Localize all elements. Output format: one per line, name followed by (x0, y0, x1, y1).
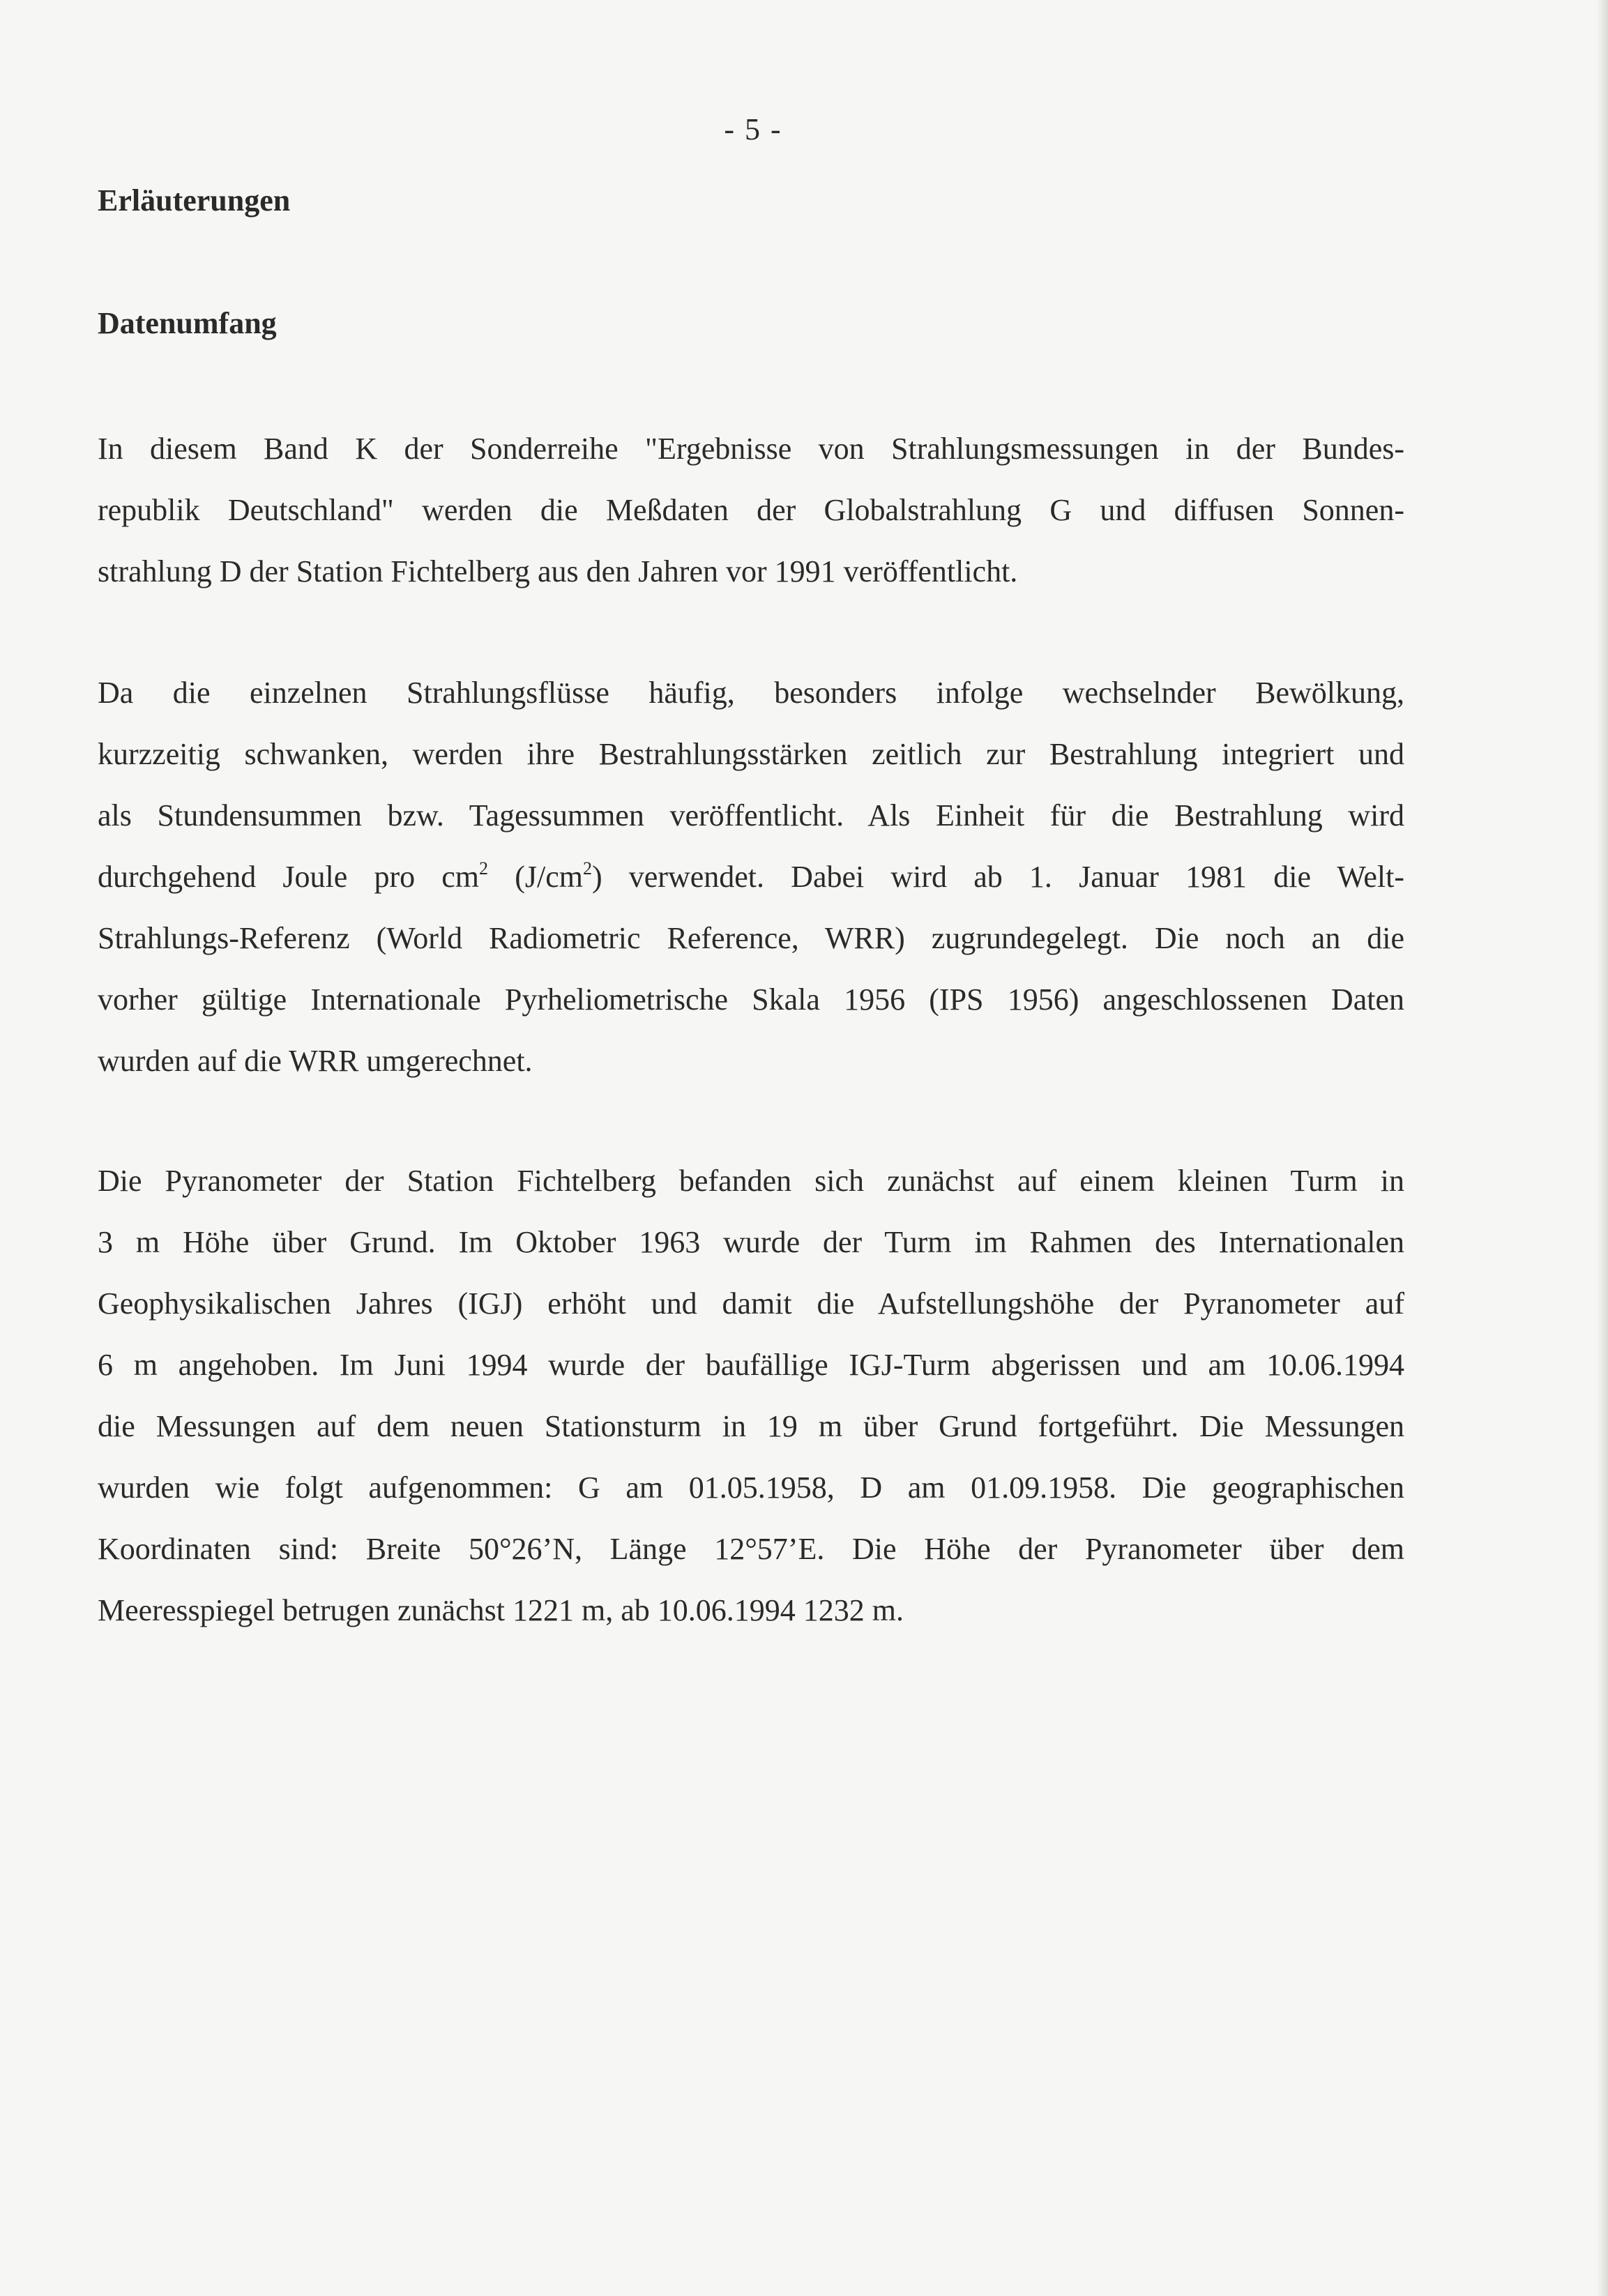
unit-line-middle: (J/cm (488, 860, 583, 894)
paragraph-2 (98, 662, 1404, 1092)
paragraph-line: Da die einzelnen Strahlungsflüsse häufig, besonders infolge wechselnder Bewölkung, (98, 676, 1404, 710)
paragraph-3 (98, 1150, 1404, 1641)
paragraph-line: kurzzeitig schwanken, werden ihre Bestrahlungsstärken zeitlich zur Bestrahlung integriert und (98, 737, 1404, 771)
paragraph-line: vorher gültige Internationale Pyrheliometrische Skala 1956 (IPS 1956) angeschlossenen Daten (98, 982, 1404, 1017)
paragraph-line: Die Pyranometer der Station Fichtelberg befanden sich zunächst auf einem kleinen Turm in (98, 1164, 1404, 1198)
paragraph-line: Koordinaten sind: Breite 50°26’N, Länge 12°57’E. Die Höhe der Pyranometer über dem (98, 1532, 1404, 1566)
superscript-2: 2 (582, 858, 592, 879)
paragraph-line: wurden auf die WRR umgerechnet. (98, 1044, 533, 1078)
paragraph-line: strahlung D der Station Fichtelberg aus den Jahren vor 1991 veröffentlicht. (98, 554, 1018, 588)
page-number: - 5 - (724, 112, 782, 146)
paragraph-line: die Messungen auf dem neuen Stationsturm in 19 m über Grund fortgeführt. Die Messungen (98, 1409, 1404, 1443)
subsection-heading: Datenumfang (98, 306, 277, 340)
unit-line-after: ) verwendet. Dabei wird ab 1. Januar 1981 die Welt- (591, 860, 1404, 894)
paragraph-line: Geophysikalischen Jahres (IGJ) erhöht und damit die Aufstellungshöhe der Pyranometer auf (98, 1286, 1404, 1321)
section-heading: Erläuterungen (98, 183, 291, 218)
paragraph-line: republik Deutschland" werden die Meßdaten der Globalstrahlung G und diffusen Sonnen- (98, 493, 1404, 527)
paragraph-line: Meeresspiegel betrugen zunächst 1221 m, ab 10.06.1994 1232 m. (98, 1593, 904, 1627)
paragraph-line: 3 m Höhe über Grund. Im Oktober 1963 wurde der Turm im Rahmen des Internationalen (98, 1225, 1404, 1259)
page-edge-shadow (1597, 0, 1608, 2296)
unit-line (98, 846, 1404, 908)
paragraph-line: als Stundensummen bzw. Tagessummen veröffentlicht. Als Einheit für die Bestrahlung wird (98, 798, 1404, 833)
paragraph-line: Strahlungs-Referenz (World Radiometric Reference, WRR) zugrundegelegt. Die noch an die (98, 921, 1404, 955)
paragraph-line: In diesem Band K der Sonderreihe "Ergebnisse von Strahlungsmessungen in der Bundes- (98, 432, 1404, 466)
unit-line-before: durchgehend Joule pro cm (98, 860, 480, 894)
paragraph-1 (98, 418, 1404, 602)
paragraph-line: wurden wie folgt aufgenommen: G am 01.05.1958, D am 01.09.1958. Die geographischen (98, 1470, 1404, 1505)
superscript-2: 2 (479, 858, 489, 879)
paragraph-line: 6 m angehoben. Im Juni 1994 wurde der baufällige IGJ-Turm abgerissen und am 10.06.1994 (98, 1348, 1404, 1382)
